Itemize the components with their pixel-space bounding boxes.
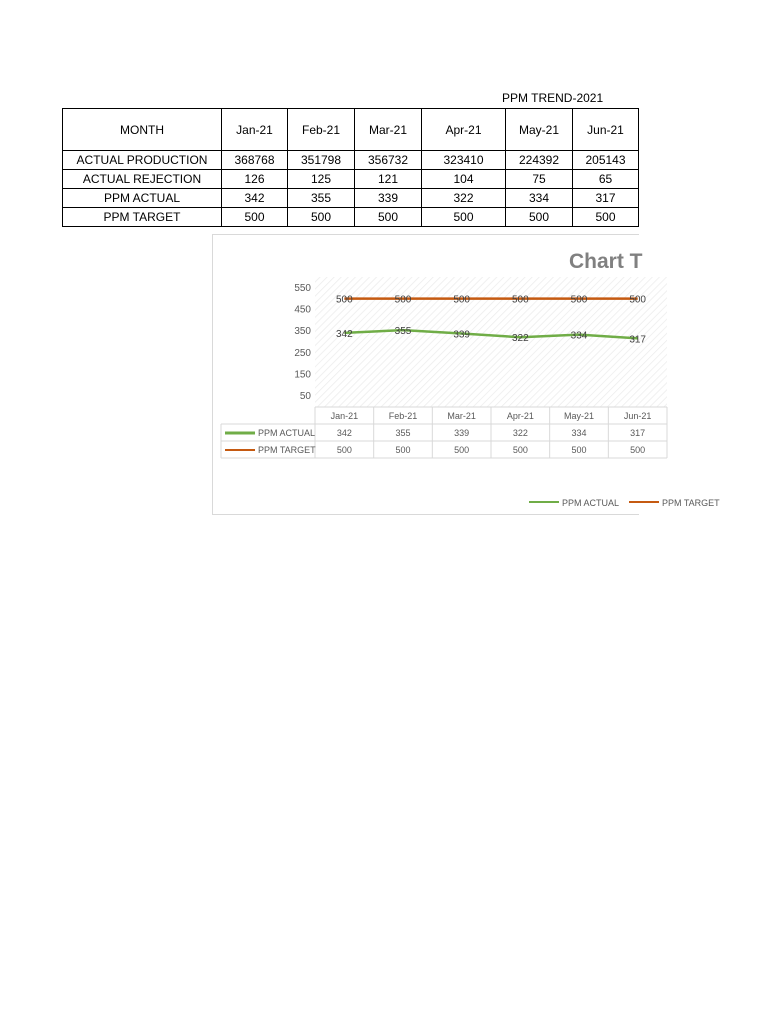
table-cell: 205143: [573, 151, 639, 170]
chart-title: Chart T: [569, 250, 643, 273]
data-label: 500: [335, 294, 353, 306]
data-table-value: 339: [454, 428, 470, 438]
y-tick-label: 250: [294, 347, 311, 359]
data-table-value: 500: [395, 445, 411, 455]
y-tick-label: 50: [299, 391, 311, 403]
data-label: 500: [511, 294, 529, 306]
header-month-cell: May-21: [506, 109, 573, 151]
table-cell: 355: [288, 189, 355, 208]
data-table-value: 500: [336, 445, 352, 455]
legend-label: PPM TARGET: [662, 498, 720, 508]
chart-container[interactable]: [212, 234, 720, 515]
data-table-value: 500: [630, 445, 646, 455]
data-table-value: 322: [512, 428, 528, 438]
header-month-cell: Mar-21: [355, 109, 422, 151]
table-cell: 500: [355, 208, 422, 227]
row-label: ACTUAL REJECTION: [63, 170, 222, 189]
ppm-data-table: [62, 108, 639, 227]
x-category-label: Apr-21: [506, 411, 534, 421]
table-cell: 65: [573, 170, 639, 189]
table-cell: 342: [222, 189, 288, 208]
y-tick-label: 350: [294, 326, 311, 338]
data-label: 500: [629, 294, 647, 306]
y-tick-label: 150: [294, 369, 311, 381]
table-cell: 500: [222, 208, 288, 227]
table-cell: 500: [573, 208, 639, 227]
data-table-value: 500: [512, 445, 528, 455]
table-row: [63, 170, 639, 189]
header-month-cell: Jan-21: [222, 109, 288, 151]
table-cell: 334: [506, 189, 573, 208]
table-cell: 317: [573, 189, 639, 208]
table-cell: 323410: [422, 151, 506, 170]
table-cell: 104: [422, 170, 506, 189]
table-cell: 126: [222, 170, 288, 189]
ppm-line-chart: [213, 235, 720, 514]
data-label: 500: [453, 294, 471, 306]
data-table-value: 500: [454, 445, 470, 455]
plot-area: [315, 277, 667, 407]
data-label: 342: [335, 328, 353, 340]
data-label: 317: [629, 334, 647, 346]
table-cell: 75: [506, 170, 573, 189]
table-row: [63, 151, 639, 170]
y-tick-label: 550: [294, 282, 311, 294]
header-month-cell: Apr-21: [422, 109, 506, 151]
table-cell: 368768: [222, 151, 288, 170]
data-label: 334: [570, 330, 588, 342]
table-cell: 356732: [355, 151, 422, 170]
data-table-value: 355: [395, 428, 411, 438]
table-header-row: [63, 109, 639, 151]
row-label: PPM ACTUAL: [63, 189, 222, 208]
y-tick-label: 450: [294, 304, 311, 316]
header-month-cell: Jun-21: [573, 109, 639, 151]
table-row: [63, 189, 639, 208]
data-label: 500: [570, 294, 588, 306]
x-category-label: May-21: [563, 411, 595, 421]
data-table-value: 342: [336, 428, 352, 438]
table-cell: 322: [422, 189, 506, 208]
x-category-label: Jan-21: [330, 411, 359, 421]
sheet-title: PPM TREND-2021: [502, 91, 604, 105]
x-category-label: Jun-21: [623, 411, 652, 421]
data-table-value: 317: [630, 428, 646, 438]
legend-label: PPM ACTUAL: [562, 498, 620, 508]
x-category-label: Mar-21: [447, 411, 476, 421]
table-cell: 224392: [506, 151, 573, 170]
x-category-label: Feb-21: [388, 411, 418, 421]
table-row: [63, 208, 639, 227]
table-cell: 121: [355, 170, 422, 189]
table-cell: 339: [355, 189, 422, 208]
data-label: 322: [511, 333, 529, 345]
table-cell: 351798: [288, 151, 355, 170]
header-month-cell: Feb-21: [288, 109, 355, 151]
data-table-series-name: PPM TARGET: [258, 445, 316, 455]
data-table-series-name: PPM ACTUAL: [258, 428, 316, 438]
data-label: 339: [453, 329, 471, 341]
table-cell: 500: [422, 208, 506, 227]
table-cell: 125: [288, 170, 355, 189]
data-label: 500: [394, 294, 412, 306]
table-cell: 500: [506, 208, 573, 227]
header-month-label: MONTH: [63, 109, 222, 151]
data-label: 355: [394, 326, 412, 338]
table-cell: 500: [288, 208, 355, 227]
row-label: ACTUAL PRODUCTION: [63, 151, 222, 170]
row-label: PPM TARGET: [63, 208, 222, 227]
data-table-value: 334: [571, 428, 587, 438]
data-table-value: 500: [571, 445, 587, 455]
